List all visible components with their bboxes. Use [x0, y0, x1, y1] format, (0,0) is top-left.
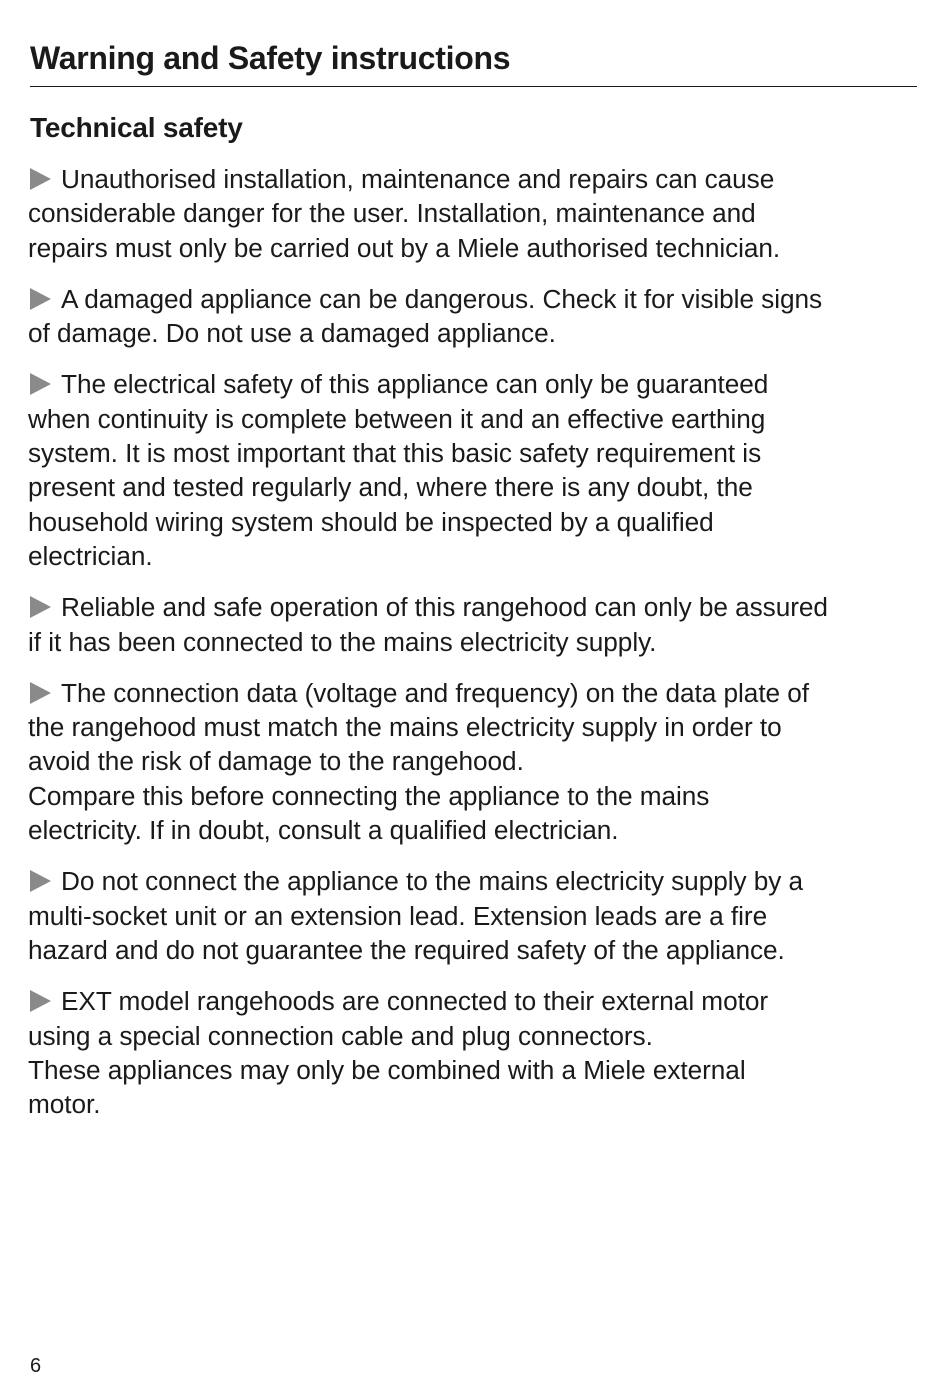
item-line: Do not connect the appliance to the mains electricity supply by a — [28, 864, 920, 898]
safety-item-mains-connection — [28, 590, 920, 659]
item-line: multi-socket unit or an extension lead. Extension leads are a fire — [28, 900, 768, 931]
item-line: avoid the risk of damage to the rangehood. — [28, 746, 524, 777]
item-line: of damage. Do not use a damaged appliance. — [28, 318, 556, 349]
page-number: 6 — [30, 1355, 42, 1377]
item-line: Unauthorised installation, maintenance and repairs can cause — [28, 162, 920, 196]
item-line: The electrical safety of this appliance can only be guaranteed — [28, 367, 920, 401]
item-line: electricity. If in doubt, consult a qualified electrician. — [28, 815, 619, 846]
item-line: if it has been connected to the mains electricity supply. — [28, 626, 657, 657]
item-line: the rangehood must match the mains electricity supply in order to — [28, 712, 782, 743]
item-line: hazard and do not guarantee the required safety of the appliance. — [28, 934, 785, 965]
safety-item-unauthorised-installation — [28, 162, 920, 265]
item-line: household wiring system should be inspected by a qualified — [28, 506, 714, 537]
section-title: Technical safety — [30, 112, 243, 143]
triangle-right-icon — [30, 596, 51, 618]
page-title: Warning and Safety instructions — [30, 40, 511, 76]
safety-item-damaged-appliance — [28, 282, 920, 351]
triangle-right-icon — [30, 870, 51, 892]
safety-item-connection-data — [28, 676, 920, 847]
item-line: Compare this before connecting the appliance to the mains — [28, 780, 710, 811]
item-line: present and tested regularly and, where there is any doubt, the — [28, 472, 753, 503]
item-line: when continuity is complete between it and an effective earthing — [28, 403, 766, 434]
item-line: motor. — [28, 1089, 101, 1120]
item-line: A damaged appliance can be dangerous. Check it for visible signs — [28, 282, 920, 316]
triangle-right-icon — [30, 682, 51, 704]
item-line: The connection data (voltage and frequency) on the data plate of — [28, 676, 920, 710]
triangle-right-icon — [30, 373, 51, 395]
triangle-right-icon — [30, 990, 51, 1012]
item-line: considerable danger for the user. Installation, maintenance and — [28, 198, 756, 229]
page-header — [30, 38, 917, 87]
item-line: These appliances may only be combined with a Miele external — [28, 1054, 746, 1085]
triangle-right-icon — [30, 288, 51, 310]
item-line: system. It is most important that this basic safety requirement is — [28, 438, 762, 469]
item-line: Reliable and safe operation of this rangehood can only be assured — [28, 590, 920, 624]
item-line: electrician. — [28, 540, 153, 571]
safety-item-ext-model-motor — [28, 984, 920, 1121]
item-line: EXT model rangehoods are connected to their external motor — [28, 984, 920, 1018]
safety-item-electrical-earthing — [28, 367, 920, 573]
item-line: using a special connection cable and plug connectors. — [28, 1020, 653, 1051]
item-line: repairs must only be carried out by a Miele authorised technician. — [28, 232, 781, 263]
safety-instructions-list — [28, 162, 920, 1138]
triangle-right-icon — [30, 168, 51, 190]
safety-item-extension-leads — [28, 864, 920, 967]
